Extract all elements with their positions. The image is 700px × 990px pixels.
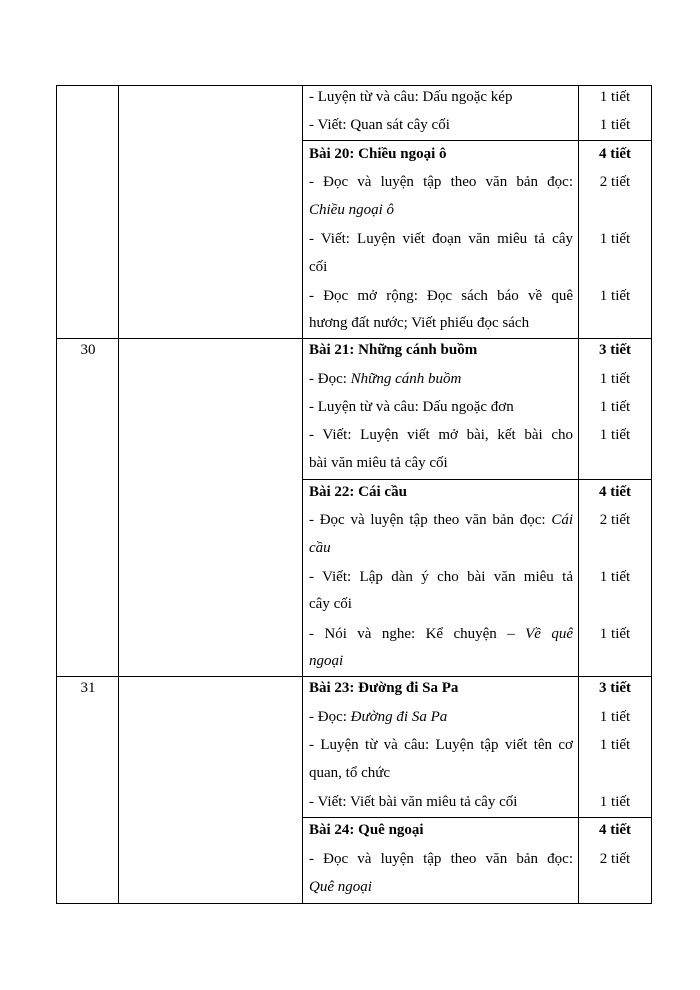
lesson-total-periods: 3 tiết: [598, 680, 632, 696]
lesson-activity-cont: Chiều ngoại ô: [309, 202, 394, 218]
lesson-periods: 1 tiết: [599, 737, 631, 753]
lesson-periods: 1 tiết: [599, 89, 631, 105]
lesson-total-periods: 4 tiết: [598, 146, 632, 162]
table-col-divider-1: [118, 85, 119, 904]
lesson-periods: 1 tiết: [599, 709, 631, 725]
lesson-activity-cont: ngoại: [309, 653, 344, 669]
activity-prefix: - Đọc:: [309, 709, 351, 725]
reading-title: Những cánh buồm: [350, 371, 462, 387]
activity-prefix: - Đọc:: [309, 371, 351, 387]
table-col-divider-2: [302, 85, 303, 904]
lesson-periods: 1 tiết: [599, 399, 631, 415]
lesson-title: Bài 21: Những cánh buồm: [309, 342, 478, 358]
reading-title: Đường đi Sa Pa: [350, 709, 448, 725]
activity-text: - Nói và nghe: Kể chuyện –: [309, 626, 526, 642]
lesson-total-periods: 4 tiết: [598, 484, 632, 500]
lesson-periods: 1 tiết: [599, 288, 631, 304]
lesson-activity: - Viết: Luyện viết đoạn văn miêu tả cây: [309, 231, 573, 247]
lesson-activity-cont: bài văn miêu tả cây cối: [309, 455, 448, 471]
activity-text: - Đọc và luyện tập theo văn bản đọc:: [309, 512, 552, 528]
lesson-periods: 2 tiết: [599, 851, 631, 867]
story-title: Về quê: [525, 626, 573, 642]
lesson-activity: - Đọc và luyện tập theo văn bản đọc:: [309, 174, 573, 190]
period-number: 30: [80, 342, 96, 358]
lesson-activity: - Đọc mở rộng: Đọc sách báo về quê: [309, 288, 573, 304]
lesson-periods: 1 tiết: [599, 117, 631, 133]
lesson-periods: 1 tiết: [599, 371, 631, 387]
lesson-title: Bài 20: Chiều ngoại ô: [309, 146, 447, 162]
lesson-activity: [309, 703, 573, 731]
lesson-periods: 1 tiết: [599, 569, 631, 585]
lesson-periods: 2 tiết: [599, 174, 631, 190]
lesson-activity: - Luyện từ và câu: Luyện tập viết tên cơ: [309, 737, 573, 753]
lesson-activity-cont: quan, tổ chức: [309, 765, 391, 781]
lesson-activity: - Đọc và luyện tập theo văn bản đọc:: [309, 851, 573, 867]
lesson-activity: [309, 365, 573, 393]
lesson-title: Bài 23: Đường đi Sa Pa: [309, 680, 459, 696]
lesson-periods: 1 tiết: [599, 231, 631, 247]
table-col-divider-3: [578, 85, 579, 904]
lesson-total-periods: 3 tiết: [598, 342, 632, 358]
lesson-activity: - Viết: Luyện viết mở bài, kết bài cho: [309, 427, 573, 443]
lesson-activity: [309, 620, 573, 648]
lesson-title: Bài 22: Cái cầu: [309, 484, 407, 500]
lesson-activity-cont: cây cối: [309, 596, 352, 612]
table-border-left: [56, 85, 57, 904]
lesson-title: Bài 24: Quê ngoại: [309, 822, 424, 838]
lesson-activity: - Luyện từ và câu: Dấu ngoặc kép: [309, 89, 513, 105]
lesson-activity-cont: cầu: [309, 540, 331, 556]
lesson-activity: - Viết: Viết bài văn miêu tả cây cối: [309, 794, 518, 810]
lesson-periods: 1 tiết: [599, 427, 631, 443]
reading-title: Cái: [551, 512, 573, 528]
lesson-periods: 1 tiết: [599, 626, 631, 642]
lesson-activity: - Luyện từ và câu: Dấu ngoặc đơn: [309, 399, 514, 415]
lesson-activity: - Viết: Quan sát cây cối: [309, 117, 450, 133]
lesson-periods: 1 tiết: [599, 794, 631, 810]
lesson-activity-cont: hương đất nước; Viết phiếu đọc sách: [309, 315, 530, 331]
lesson-activity-cont: cối: [309, 259, 328, 275]
lesson-total-periods: 4 tiết: [598, 822, 632, 838]
lesson-periods: 2 tiết: [599, 512, 631, 528]
lesson-activity: - Viết: Lập dàn ý cho bài văn miêu tả: [309, 569, 573, 585]
table-border-right: [651, 85, 652, 904]
period-number: 31: [80, 680, 96, 696]
lesson-activity: [309, 506, 573, 534]
lesson-activity-cont: Quê ngoại: [309, 879, 372, 895]
table-border-bottom: [56, 903, 652, 904]
